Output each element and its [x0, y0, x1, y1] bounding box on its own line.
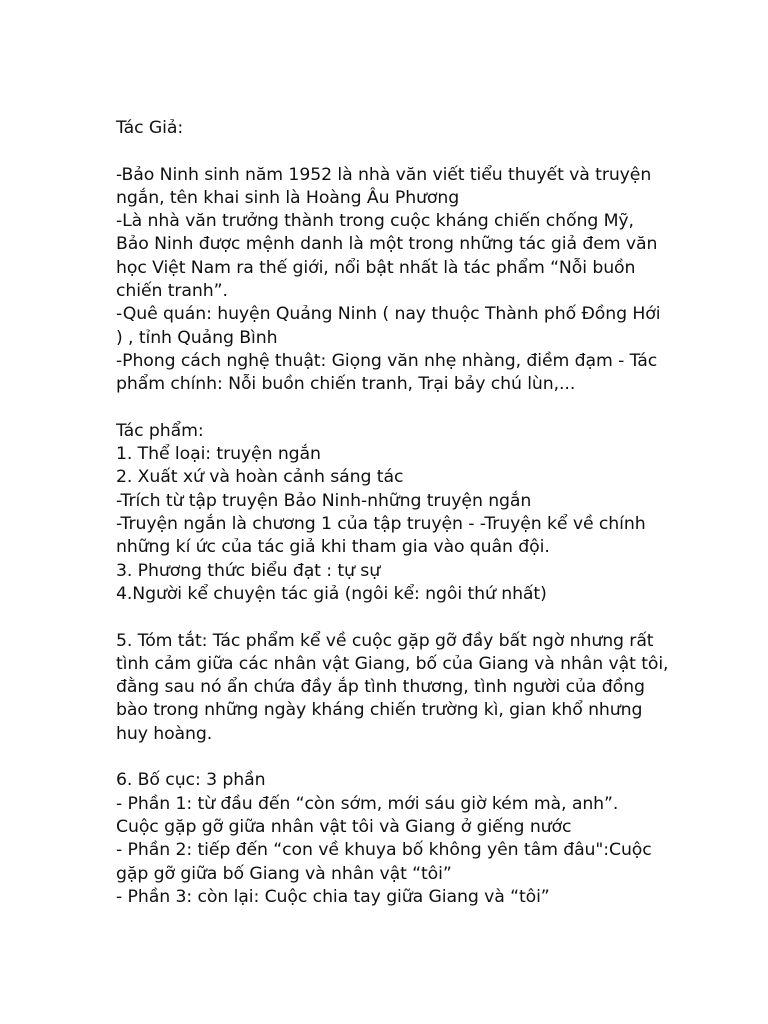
- text-line: phẩm chính: Nỗi buồn chiến tranh, Trại bảy chú lùn,...: [116, 374, 576, 395]
- text-line: Bảo Ninh được mệnh danh là một trong những tác giả đem văn: [116, 234, 658, 255]
- text-line: 2. Xuất xứ và hoàn cảnh sáng tác: [116, 467, 404, 488]
- blank-line: [116, 397, 656, 420]
- text-line: huy hoàng.: [116, 723, 213, 744]
- blank-line: [116, 606, 656, 629]
- text-line: những kí ức của tác giả khi tham gia vào quân đội.: [116, 537, 550, 558]
- document-body: [116, 117, 669, 909]
- text-line: 3. Phương thức biểu đạt : tự sự: [116, 560, 381, 581]
- text-line: -Bảo Ninh sinh năm 1952 là nhà văn viết tiểu thuyết và truyện: [116, 164, 652, 185]
- text-line: -Truyện ngắn là chương 1 của tập truyện - -Truyện kể về chính: [116, 514, 646, 535]
- text-line: học Việt Nam ra thế giới, nổi bật nhất là tác phẩm “Nỗi buồn: [116, 257, 636, 278]
- text-line: chiến tranh”.: [116, 281, 228, 302]
- text-line: 1. Thể loại: truyện ngắn: [116, 444, 321, 465]
- heading-author: Tác Giả:: [116, 118, 184, 138]
- text-line: -Phong cách nghệ thuật: Giọng văn nhẹ nhàng, điềm đạm - Tác: [116, 350, 658, 371]
- text-line: -Là nhà văn trưởng thành trong cuộc kháng chiến chống Mỹ,: [116, 211, 634, 232]
- text-line: -Trích từ tập truyện Bảo Ninh-những truyện ngắn: [116, 490, 532, 511]
- text-line: - Phần 2: tiếp đến “con về khuya bố không yên tâm đâu":Cuộc: [116, 840, 652, 861]
- text-line: tình cảm giữa các nhân vật Giang, bố của Giang và nhân vật tôi,: [116, 653, 669, 674]
- text-line: 5. Tóm tắt: Tác phẩm kể về cuộc gặp gỡ đầy bất ngờ nhưng rất: [116, 630, 654, 651]
- text-line: ) , tỉnh Quảng Bình: [116, 327, 278, 348]
- text-line: ngắn, tên khai sinh là Hoàng Âu Phương: [116, 187, 460, 208]
- blank-line: [116, 140, 656, 163]
- heading-work: Tác phẩm:: [116, 420, 204, 441]
- text-line: - Phần 1: từ đầu đến “còn sớm, mới sáu giờ kém mà, anh”.: [116, 793, 619, 814]
- blank-line: [116, 746, 656, 769]
- text-line: đằng sau nó ẩn chứa đầy ắp tình thương, tình người của đồng: [116, 677, 645, 698]
- text-line: Cuộc gặp gỡ giữa nhân vật tôi và Giang ở giếng nước: [116, 816, 572, 837]
- text-line: 6. Bố cục: 3 phần: [116, 770, 266, 791]
- text-line: -Quê quán: huyện Quảng Ninh ( nay thuộc Thành phố Đồng Hới: [116, 304, 661, 325]
- text-line: bào trong những ngày kháng chiến trường kì, gian khổ nhưng: [116, 700, 643, 721]
- text-line: - Phần 3: còn lại: Cuộc chia tay giữa Giang và “tôi”: [116, 886, 550, 907]
- text-line: gặp gỡ giữa bố Giang và nhân vật “tôi”: [116, 863, 452, 884]
- text-line: 4.Người kể chuyện tác giả (ngôi kể: ngôi thứ nhất): [116, 583, 547, 604]
